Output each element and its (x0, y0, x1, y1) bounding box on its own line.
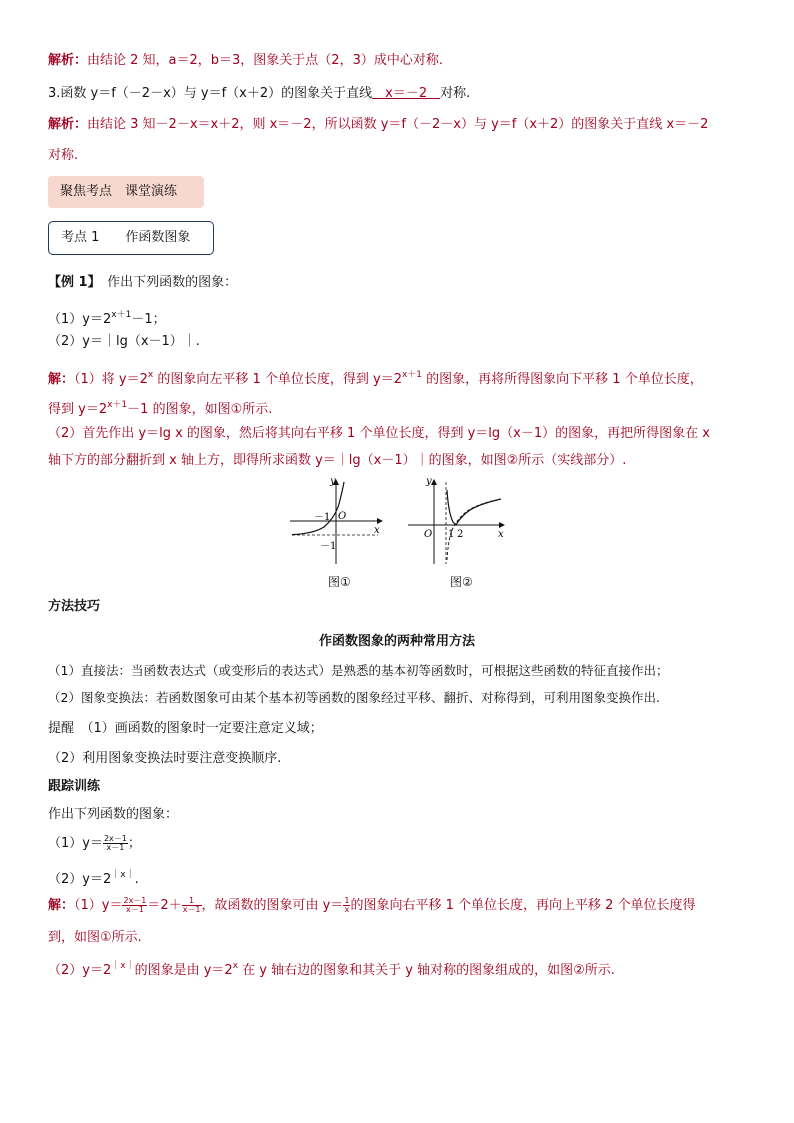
a3-mid: 的图象是由 y＝2 (134, 963, 233, 978)
reminder-label: 提醒 (48, 721, 75, 736)
y-label: y (330, 476, 336, 487)
tq1-tail: ； (127, 836, 141, 851)
analysis-line-4: 对称. (48, 148, 79, 163)
a1-post: 的图象向右平移 1 个单位长度，再向上平移 2 个单位长度得 (350, 898, 696, 913)
solution-label: 解： (48, 372, 75, 387)
tq1-fraction (103, 835, 128, 852)
s1-c: 的图象，再将所得图象向下平移 1 个单位长度， (422, 372, 703, 387)
analysis-text: 由结论 3 知－2－x＝x＋2，则 x＝－2，所以函数 y＝f（－2－x）与 y＝f（x＋2）的图象关于直线 x＝－2 (87, 117, 709, 132)
a3-sup2: x (232, 961, 239, 971)
method-center-title: 作函数图象的两种常用方法 (318, 634, 475, 649)
answer-label: 解： (48, 898, 75, 913)
answer-line-1 (48, 897, 696, 915)
training-title: 跟踪训练 (48, 779, 101, 794)
tq2-tail: . (134, 872, 139, 887)
example-label: 【例 1】 (48, 275, 95, 290)
method-item-2: （2）图象变换法：若函数图象可由某个基本初等函数的图象经过平移、翻折、对称得到，可利用图象变换作出. (48, 690, 660, 705)
reminder-text: （1）画函数的图象时一定要注意定义域； (74, 721, 323, 736)
graph-2-caption: 图② (450, 575, 473, 589)
question-3-answer: x＝－2 (372, 86, 441, 101)
a1-pre: （1）y＝ (74, 898, 123, 913)
analysis-label: 解析： (48, 53, 88, 68)
a1-num1: 2x－1 (123, 896, 147, 905)
solution-line-3: （2）首先作出 y＝lg x 的图象，然后将其向右平移 1 个单位长度，得到 y＝lg（x－1）的图象，再把所得图象在 x (48, 426, 710, 441)
training-q2 (48, 866, 139, 889)
a3-sup1: ｜x｜ (111, 961, 135, 971)
s1-sup1: x (147, 370, 154, 380)
a1-mid2: ，故函数的图象可由 y＝ (201, 898, 344, 913)
section-banner: 聚焦考点 课堂演练 (48, 176, 204, 208)
q1-exponent: x＋1 (111, 310, 132, 320)
solution-line-1 (48, 366, 703, 389)
analysis-label: 解析： (48, 117, 88, 132)
question-3-tail: 对称. (440, 86, 471, 101)
graph-1-caption: 图① (328, 575, 351, 589)
q1-text: （1）y＝2 (48, 312, 112, 327)
graph-1 (286, 474, 386, 566)
question-3 (48, 85, 470, 103)
origin-label: O (424, 529, 433, 540)
tq2-text: （2）y＝2 (48, 872, 112, 887)
tq1-num: 2x－1 (103, 834, 127, 843)
answer-line-2: 到，如图①所示. (48, 930, 142, 945)
tq1-text: （1）y＝ (48, 836, 103, 851)
graph-2 (404, 474, 508, 566)
analysis-line-1 (48, 52, 443, 70)
x-label: x (374, 525, 380, 536)
tq2-exponent: ｜x｜ (111, 870, 135, 880)
a1-mid: ＝2＋ (147, 898, 182, 913)
example-q1 (48, 306, 166, 329)
curve-solid (447, 490, 501, 525)
question-3-text: 3.函数 y＝f（－2－x）与 y＝f（x＋2）的图象关于直线 (48, 86, 373, 101)
s2-sup: x＋1 (107, 400, 128, 410)
tq1-den: x－1 (106, 843, 125, 852)
a1-num3: 1 (344, 896, 350, 905)
reminder-1 (48, 720, 323, 738)
y-tick-minus-1: －1 (320, 541, 337, 552)
answer-line-3 (48, 957, 615, 980)
example-text: 作出下列函数的图象： (94, 275, 238, 290)
example-heading (48, 274, 237, 292)
a1-frac-1 (122, 897, 147, 914)
a3-pre: （2）y＝2 (48, 963, 112, 978)
a1-den1: x－1 (126, 905, 144, 914)
solution-line-4: 轴下方的部分翻折到 x 轴上方，即得所求函数 y＝｜lg（x－1）｜的图象，如图②所示（实线部分）. (48, 453, 627, 468)
a1-frac-2 (182, 897, 202, 914)
s1-b: 的图象向左平移 1 个单位长度，得到 y＝2 (153, 372, 402, 387)
x-label: x (498, 529, 504, 540)
q1-tail: －1； (131, 312, 166, 327)
example-q2: （2）y＝｜lg（x－1）｜. (48, 334, 200, 349)
training-q1 (48, 835, 141, 853)
solution-line-2 (48, 396, 272, 419)
training-intro: 作出下列函数的图象： (48, 807, 179, 822)
analysis-text: 由结论 2 知，a＝2，b＝3，图象关于点（2，3）成中心对称. (87, 53, 443, 68)
analysis-line-3 (48, 116, 708, 134)
origin-label: O (338, 511, 347, 522)
s2-b: －1 的图象，如图①所示. (127, 402, 273, 417)
reminder-2: （2）利用图象变换法时要注意变换顺序. (48, 751, 282, 766)
x-tick-2: 2 (457, 529, 464, 540)
s1-sup2: x＋1 (401, 370, 423, 380)
method-title: 方法技巧 (48, 599, 101, 614)
a1-den2: x－1 (182, 905, 201, 914)
topic-box: 考点 1 作函数图象 (48, 221, 214, 255)
s2-a: 得到 y＝2 (48, 402, 108, 417)
x-tick-minus-1: －1 (314, 512, 331, 523)
a1-den3: x (344, 905, 350, 914)
y-label: y (426, 476, 432, 487)
x-tick-1: 1 (448, 529, 455, 540)
method-item-1: （1）直接法：当函数表达式（或变形后的表达式）是熟悉的基本初等函数时，可根据这些函数的特征直接作出； (48, 663, 669, 678)
a1-num2: 1 (182, 897, 202, 906)
s1-a: （1）将 y＝2 (74, 372, 148, 387)
a3-post: 在 y 轴右边的图象和其关于 y 轴对称的图象组成的，如图②所示. (238, 963, 615, 978)
